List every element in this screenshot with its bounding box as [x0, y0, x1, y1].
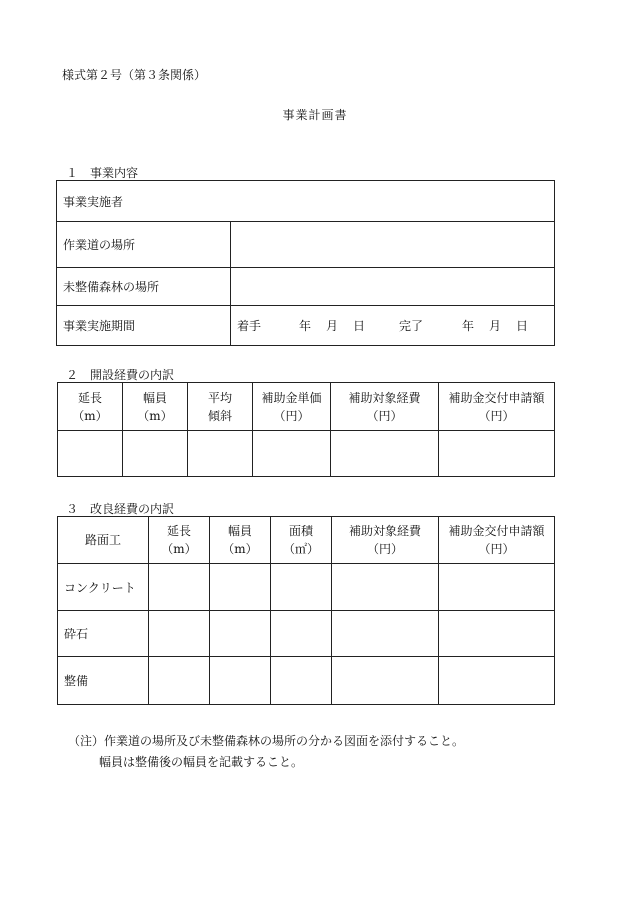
- gravel-eligible-cost-cell[interactable]: [332, 611, 439, 657]
- col-width: 幅員 （m）: [210, 517, 271, 564]
- gravel-area-cell[interactable]: [271, 611, 332, 657]
- unit-price-cell[interactable]: [253, 431, 331, 477]
- end-month: 月: [489, 319, 502, 333]
- col-area: 面積 （㎡）: [271, 517, 332, 564]
- document-title: 事業計画書: [282, 108, 348, 122]
- improvement-cost-table: [57, 516, 555, 705]
- row-label-maintenance: 整備: [58, 657, 149, 705]
- note-line-2: 幅員は整備後の幅員を記載すること。: [99, 755, 304, 769]
- maintenance-length-cell[interactable]: [149, 657, 210, 705]
- row-label-road-location: 作業道の場所: [57, 222, 231, 268]
- eligible-cost-cell[interactable]: [331, 431, 439, 477]
- table-row: [57, 268, 555, 306]
- concrete-width-cell[interactable]: [210, 564, 271, 611]
- start-label: 着手: [237, 319, 262, 333]
- table-header-row: [58, 383, 555, 431]
- table-header-row: [58, 517, 555, 564]
- start-month: 月: [326, 319, 339, 333]
- table-row: [58, 657, 555, 705]
- col-length: 延長 （m）: [58, 383, 123, 431]
- maintenance-width-cell[interactable]: [210, 657, 271, 705]
- form-number: 様式第２号（第３条関係）: [62, 68, 207, 82]
- start-day: 日: [353, 319, 366, 333]
- col-unit-price: 補助金単価 （円）: [253, 383, 331, 431]
- row-label-forest-location: 未整備森林の場所: [57, 268, 231, 306]
- maintenance-requested-amount-cell[interactable]: [439, 657, 555, 705]
- period-field[interactable]: [231, 306, 555, 346]
- table-row: [58, 431, 555, 477]
- section1-heading: １ 事業内容: [66, 166, 139, 180]
- concrete-eligible-cost-cell[interactable]: [332, 564, 439, 611]
- row-label-implementer: 事業実施者: [57, 181, 555, 222]
- section2-heading: ２ 開設経費の内訳: [66, 368, 175, 382]
- requested-amount-cell[interactable]: [439, 431, 555, 477]
- business-content-table: [56, 180, 555, 346]
- concrete-requested-amount-cell[interactable]: [439, 564, 555, 611]
- row-label-concrete: コンクリート: [58, 564, 149, 611]
- col-width: 幅員 （m）: [123, 383, 188, 431]
- width-cell[interactable]: [123, 431, 188, 477]
- opening-cost-table: [57, 382, 555, 477]
- slope-cell[interactable]: [188, 431, 253, 477]
- table-row: [57, 306, 555, 346]
- maintenance-eligible-cost-cell[interactable]: [332, 657, 439, 705]
- col-requested-amount: 補助金交付申請額 （円）: [439, 517, 555, 564]
- section3-heading: ３ 改良経費の内訳: [66, 502, 175, 516]
- col-eligible-cost: 補助対象経費 （円）: [331, 383, 439, 431]
- note-line-1: （注）作業道の場所及び未整備森林の場所の分かる図面を添付すること。: [68, 734, 465, 748]
- concrete-length-cell[interactable]: [149, 564, 210, 611]
- maintenance-area-cell[interactable]: [271, 657, 332, 705]
- col-surface-work: 路面工: [58, 517, 149, 564]
- road-location-field[interactable]: [231, 222, 555, 268]
- gravel-length-cell[interactable]: [149, 611, 210, 657]
- length-cell[interactable]: [58, 431, 123, 477]
- col-eligible-cost: 補助対象経費 （円）: [332, 517, 439, 564]
- gravel-width-cell[interactable]: [210, 611, 271, 657]
- col-avg-slope: 平均 傾斜: [188, 383, 253, 431]
- notes: [68, 731, 464, 773]
- end-year: 年: [462, 319, 475, 333]
- forest-location-field[interactable]: [231, 268, 555, 306]
- concrete-area-cell[interactable]: [271, 564, 332, 611]
- table-row: [57, 222, 555, 268]
- table-row: [57, 181, 555, 222]
- col-requested-amount: 補助金交付申請額 （円）: [439, 383, 555, 431]
- row-label-gravel: 砕石: [58, 611, 149, 657]
- gravel-requested-amount-cell[interactable]: [439, 611, 555, 657]
- col-length: 延長 （m）: [149, 517, 210, 564]
- end-day: 日: [516, 319, 529, 333]
- table-row: [58, 564, 555, 611]
- end-label: 完了: [399, 319, 424, 333]
- start-year: 年: [299, 319, 312, 333]
- table-row: [58, 611, 555, 657]
- row-label-period: 事業実施期間: [57, 306, 231, 346]
